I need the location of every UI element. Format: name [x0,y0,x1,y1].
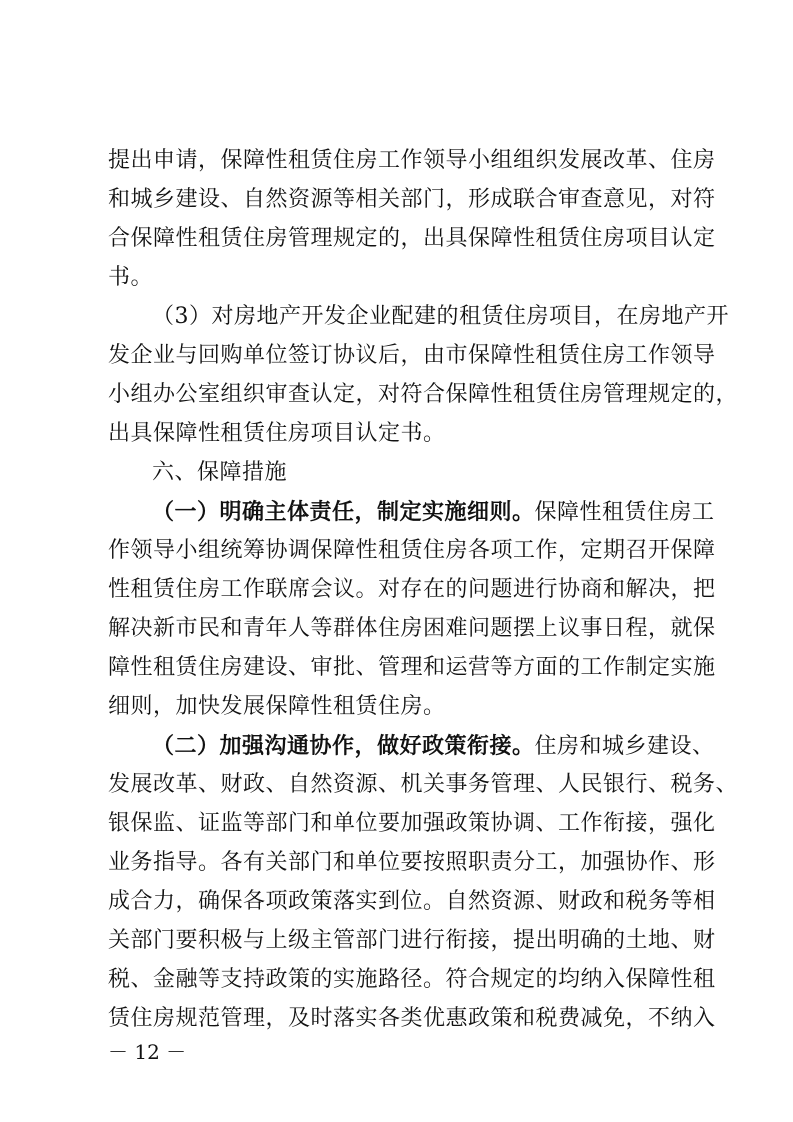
body-line: 解决新市民和青年人等群体住房困难问题摆上议事日程，就保 [108,616,716,641]
section2-first-line-rest: 住房和城乡建设、 [534,734,715,759]
section2-heading: （二）加强沟通协作，做好政策衔接。 [152,733,535,759]
body-line: 关部门要积极与上级主管部门进行衔接，提出明确的土地、财 [108,928,716,953]
section2-first-line [152,733,715,759]
body-line: 出具保障性租赁住房项目认定书。 [108,421,446,446]
body-line: 障性租赁住房建设、审批、管理和运营等方面的工作制定实施 [108,655,716,680]
body-line: （3）对房地产开发企业配建的租赁住房项目，在房地产开 [152,304,729,329]
section-heading: 六、保障措施 [152,460,288,485]
page-number: － 12 － [108,1040,187,1064]
section1-heading: （一）明确主体责任，制定实施细则。 [152,499,535,525]
body-line: 发展改革、财政、自然资源、机关事务管理、人民银行、税务、 [108,772,739,797]
body-line: 发企业与回购单位签订协议后，由市保障性租赁住房工作领导 [108,343,716,368]
body-line: 提出申请，保障性租赁住房工作领导小组组织发展改革、住房 [108,148,716,173]
body-line: 银保监、证监等部门和单位要加强政策协调、工作衔接，强化 [108,811,716,836]
body-line: 细则，加快发展保障性租赁住房。 [108,694,446,719]
body-line: 作领导小组统筹协调保障性租赁住房各项工作，定期召开保障 [108,538,716,563]
body-line: 和城乡建设、自然资源等相关部门，形成联合审查意见，对符 [108,187,716,212]
body-line: 小组办公室组织审查认定，对符合保障性租赁住房管理规定的， [108,382,739,407]
body-line: 合保障性租赁住房管理规定的，出具保障性租赁住房项目认定 [108,226,716,251]
body-line: 赁住房规范管理，及时落实各类优惠政策和税费减免，不纳入 [108,1006,716,1031]
body-line: 书。 [108,265,154,290]
body-line: 业务指导。各有关部门和单位要按照职责分工，加强协作、形 [108,850,716,875]
body-line: 成合力，确保各项政策落实到位。自然资源、财政和税务等相 [108,889,716,914]
body-line: 性租赁住房工作联席会议。对存在的问题进行协商和解决，把 [108,577,716,602]
body-line: 税、金融等支持政策的实施路径。符合规定的均纳入保障性租 [108,967,716,992]
section1-first-line [152,499,715,525]
section1-first-line-rest: 保障性租赁住房工 [534,500,715,525]
